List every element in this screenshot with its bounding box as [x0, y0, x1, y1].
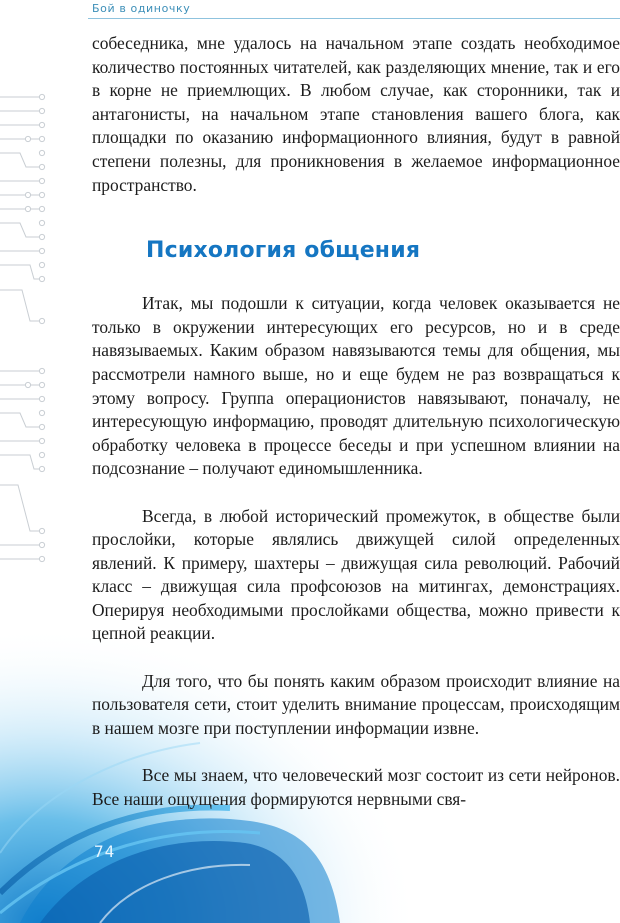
page-number: 74	[94, 842, 116, 861]
circuit-decoration	[0, 85, 60, 575]
main-text	[92, 32, 620, 811]
paragraph: Всегда, в любой исторический промежуток, в обществе были прослойки, которые являлись движущей силой определенных явлений. К примеру, шахтеры – движущая сила революций. Рабочий класс – движущая сила профсоюзов на митингах, демонстрациях. Оперируя необходимыми прослойками общества, можно привести к цепной реакции.	[92, 505, 620, 644]
header-rule	[88, 18, 620, 19]
section-title: Психология общения	[146, 238, 421, 264]
paragraph: собеседника, мне удалось на начальном этапе создать необходимое количество постоянных читателей, как разделяющих мнение, так и его в корне не приемлющих. В любом случае, как сторонники, так и антагонисты, на начальном этапе становления вашего блога, как площадки по оказанию информационного влияния, будут в равной степени полезны, для проникновения в желаемое информационное пространство.	[92, 33, 620, 195]
paragraph: Итак, мы подошли к ситуации, когда человек оказывается не только в окружении интересующих его ресурсов, но и в среде навязываемых. Каким образом навязываются темы для общения, мы рассмотрели намного выше, но и еще будем не раз возвращаться к этому вопросу. Группа операционистов навязывают, поначалу, не интересующую информацию, проводят длительную психологическую обработку человека в процессе беседы и при успешном влиянии на подсознание – получают единомышленника.	[92, 293, 620, 479]
paragraph: Все мы знаем, что человеческий мозг состоит из сети нейронов. Все наши ощущения формируются нервными свя-	[92, 765, 620, 809]
paragraph: Для того, что бы понять каким образом происходит влияние на пользователя сети, стоит уделить внимание процессам, происходящим в нашем мозге при поступлении информации извне.	[92, 670, 620, 738]
running-header: Бой в одиночку	[92, 2, 191, 15]
